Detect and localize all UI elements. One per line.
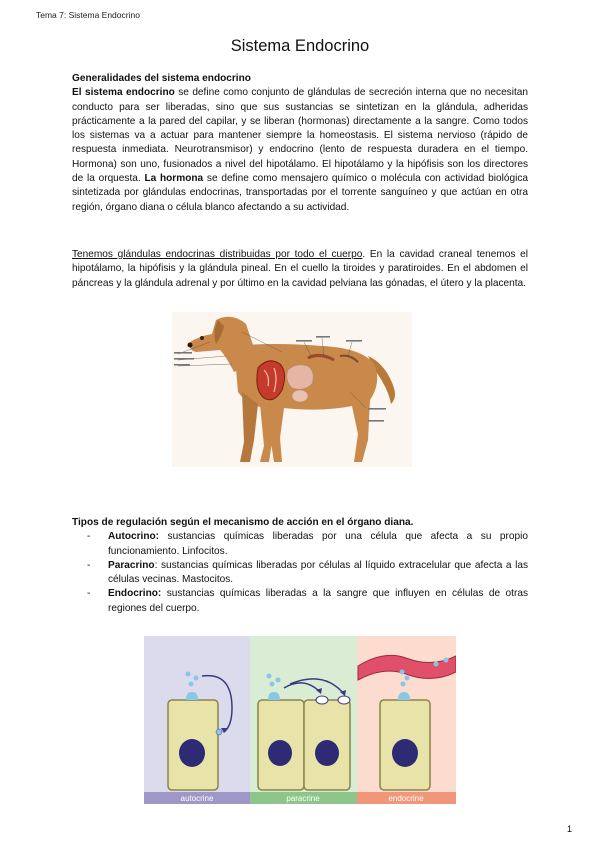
- section-tipos-regulacion: [72, 516, 528, 616]
- page-number: 1: [566, 824, 572, 834]
- paracrine-label: paracrine: [286, 794, 320, 803]
- regulation-list: [72, 530, 528, 616]
- paragraph: El sistema endocrino se define como conjunto de glándulas de secreción interna que no necesitan conducto para ser liberadas, sino que sus sustancias se sintetizan en la glándula, adheridas prácticamente a la pared del capilar, y se liberan (hormonas) directamente a la sangre. Como todos los sistemas va a actuar para mantener siempre la homeostasis. El sistema nervioso (rápido de respuesta inmediata. Neurotransmisor) y endocrino (lento de respuesta duradera en el tiempo. Hormona) son uno, fusionados a nivel del hipotálamo. El hipotálamo y la hipófisis son los directores de la orquesta. La hormona se define como mensajero químico o molécula con actividad biológica sintetizada por glándulas endocrinas, transportadas por el torrente sanguíneo y que actúan en otra región, órgano diana o célula blanco afectando a su actividad.: [72, 87, 529, 213]
- intestine-organ: [292, 390, 308, 402]
- cell-nucleus: [392, 739, 418, 767]
- list-item: - Endocrino: sustancias químicas liberadas a la sangre que influyen en células de otras regiones del cuerpo.: [87, 588, 528, 614]
- cell-nucleus: [268, 740, 292, 766]
- cell-nucleus: [315, 740, 339, 766]
- dog-endocrine-figure: [172, 312, 412, 467]
- section-heading: Tipos de regulación según el mecanismo de acción en el órgano diana.: [72, 517, 414, 528]
- endocrine-label: endocrine: [388, 794, 424, 803]
- page-header: Tema 7: Sistema Endocrino: [36, 10, 140, 20]
- section-heading: Generalidades del sistema endocrino: [72, 73, 251, 84]
- section-generalidades: [72, 72, 528, 215]
- page-title: Sistema Endocrino: [230, 37, 370, 55]
- term-sistema-endocrino: El sistema endocrino: [72, 87, 175, 99]
- stomach-organ: [287, 365, 314, 390]
- cell-nucleus: [179, 739, 205, 767]
- section-glandulas: Tenemos glándulas endocrinas distribuidas por todo el cuerpo. En la cavidad craneal tenemos el hipotálamo, la hipófisis y la glándula pineal. En el cuello la tiroides y paratiroides. En el abdomen el páncreas y la glándula adrenal y por último en la cavidad pelviana las gónadas, el útero y la placenta.: [72, 249, 528, 289]
- dog-nose: [188, 343, 193, 348]
- underlined-statement: Tenemos glándulas endocrinas distribuidas por todo el cuerpo: [72, 249, 363, 260]
- autocrine-label: autocrine: [180, 794, 214, 803]
- dog-eye: [200, 336, 204, 340]
- signaling-types-figure: [144, 636, 456, 804]
- list-item: - Autocrino: sustancias químicas liberadas por una célula que afecta a su propio funcionamiento. Linfocitos.: [87, 531, 528, 557]
- list-item: - Paracrino: sustancias químicas liberadas por células al líquido extracelular que afecta a las células vecinas. Mastocitos.: [87, 559, 528, 586]
- term-hormona: La hormona: [144, 173, 204, 185]
